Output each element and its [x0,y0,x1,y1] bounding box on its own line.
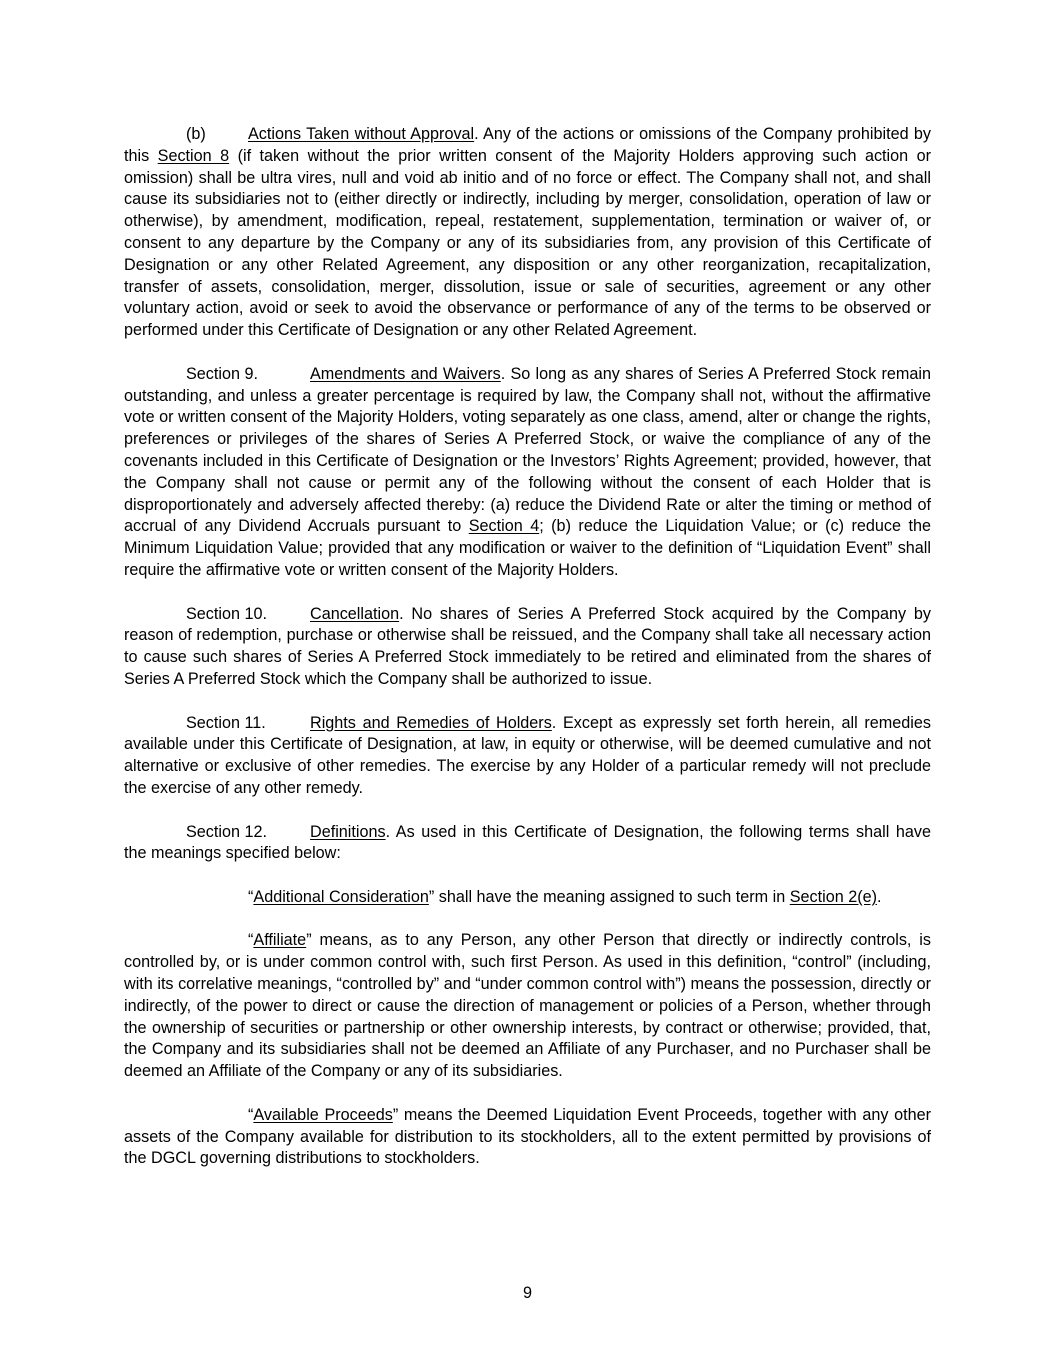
section-text: . So long as any shares of Series A Preferred Stock remain outstanding, and unless a greater percentage is required by law, the Company shall not, without the affirmative vote or written consent of the Majority Holders, voting separately as one class, amend, alter or change the rights, preferences or privileges of the shares of Series A Preferred Stock, or waive the compliance of any of the covenants included in this Certificate of Designation or the Investors’ Rights Agreement; provided, however, that the Company shall not cause or permit any of the following without the consent of each Holder that is disproportionately and adversely affected thereby: (a) reduce the Dividend Rate or alter the timing or method of accrual of any Dividend Accruals pursuant to [124,364,931,536]
section-text: ; (b) reduce the Liquidation Value; or (c) reduce the Minimum Liquidation Value; provided that any modification or waiver to the definition of “Liquidation Event” shall require the affirmative vote or written consent of the Majority Holders. [124,517,931,579]
section-text: . No shares of Series A Preferred Stock acquired by the Company by reason of redemption, purchase or otherwise shall be reissued, and the Company shall take all necessary action to cause such shares of Series A Preferred Stock immediately to be retired and eliminated from the shares of Series A Preferred Stock which the Company shall be authorized to issue. [124,604,931,688]
cross-reference: Section 8 [157,146,230,165]
definition-text: shall have the meaning assigned to such term in [434,887,790,906]
definition-text: . [876,887,882,906]
section-label: Section 10. [186,604,267,623]
cross-reference: Section 4 [468,517,540,536]
defined-term: Available Proceeds [253,1105,393,1124]
section-12 [124,822,931,866]
section-11 [124,713,931,800]
section-label: Section 11. [186,713,266,732]
quote-mark: ” [392,1105,399,1124]
definition-text: means, as to any Person, any other Person that directly or indirectly controls, is controlled by, or is under common control with, such first Person. As used in this definition, “control” (including, with its correlative meanings, “controlled by” and “under common control with”) means the possession, directly or indirectly, of the power to direct or cause the direction of management or policies of a Person, whether through the ownership of securities or partnership or other ownership interests, by contract or otherwise; provided, that, the Company and its subsidiaries shall not be deemed an Affiliate of any Purchaser, and no Purchaser shall be deemed an Affiliate of the Company or any of its subsidiaries. [124,931,931,1081]
section-heading: Definitions [310,822,386,841]
document-body [124,124,931,1192]
cross-reference: Section 2(e) [789,887,877,906]
definition-available-proceeds [124,1105,931,1170]
definition-affiliate [124,930,931,1083]
section-heading: Amendments and Waivers [310,364,501,383]
quote-mark: “ [248,1105,254,1124]
paragraph-b [124,124,931,342]
section-10 [124,604,931,691]
section-heading: Cancellation [310,604,400,623]
paragraph-label: (b) [186,125,206,143]
defined-term: Affiliate [253,931,307,950]
page-number: 9 [522,1284,532,1302]
quote-mark: ” [428,887,435,906]
section-text: . As used in this Certificate of Designation, the following terms shall have the meanings specified below: [124,822,931,863]
paragraph-text: . Any of the actions or omissions of the Company prohibited by this [124,125,931,165]
section-label: Section 9. [186,364,258,383]
paragraph-heading: Actions Taken without Approval [248,125,475,143]
definition-text: means the Deemed Liquidation Event Proceeds, together with any other assets of the Company available for distribution to its stockholders, all to the extent permitted by provisions of the DGCL governing distributions to stockholders. [124,1105,932,1168]
quote-mark: “ [248,931,254,950]
paragraph-text: (if taken without the prior written consent of the Majority Holders approving such action or omission) shall be ultra vires, null and void ab initio and of no force or effect. The Company shall not, and shall cause its subsidiaries not to (either directly or indirectly, including by merger, consolidation, operation of law or otherwise), by amendment, modification, repeal, restatement, supplementation, termination or waiver of, or consent to any departure by the Company or any of its subsidiaries from, any provision of this Certificate of Designation or any other Related Agreement, any disposition or any other reorganization, recapitalization, transfer of assets, consolidation, merger, dissolution, issue or sale of securities, agreement or any other voluntary action, avoid or seek to avoid the observance or performance of any of the terms to be observed or performed under this Certificate of Designation or any other Related Agreement. [124,146,931,340]
quote-mark: ” [306,931,312,950]
section-9 [124,364,931,582]
section-text: . Except as expressly set forth herein, all remedies available under this Certificate of Designation, at law, in equity or otherwise, will be deemed cumulative and not alternative or exclusive of other remedies. The exercise by any Holder of a particular remedy will not preclude the exercise of any other remedy. [124,713,931,797]
quote-mark: “ [248,887,254,906]
definition-additional-consideration [124,887,931,909]
defined-term: Additional Consideration [253,887,429,906]
section-heading: Rights and Remedies of Holders [310,713,552,732]
section-label: Section 12. [186,822,267,841]
